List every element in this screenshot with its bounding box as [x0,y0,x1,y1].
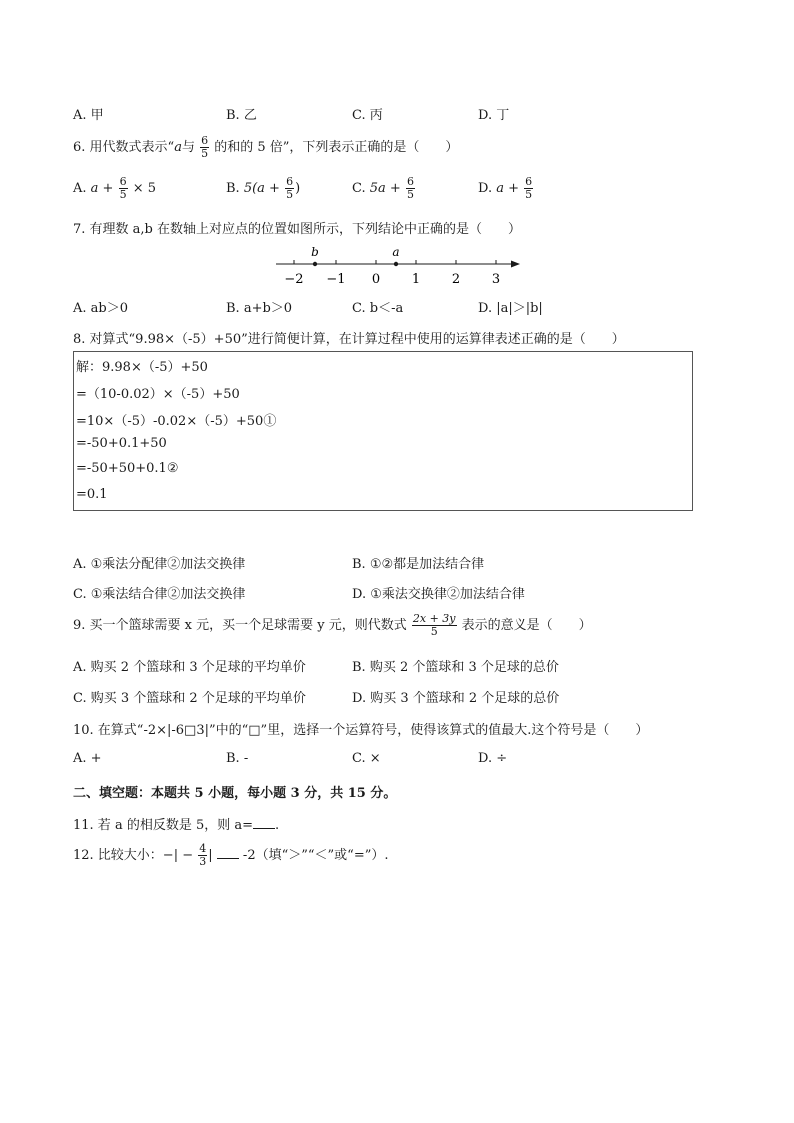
q7-stem: 7. 有理数 a,b 在数轴上对应点的位置如图所示，下列结论中正确的是（ ） [73,222,522,237]
solution-line: =0.1 [76,487,108,502]
solution-line: =10×（-5）-0.02×（-5）+50① [76,414,277,429]
q12-fraction: $\frac{4}{3}$ [199,842,207,868]
q8-stem: 8. 对算式“9.98×（-5）+50”进行简便计算，在计算过程中使用的运算律表述正确的是（ ） [73,332,625,347]
tick-label: 1 [411,272,421,287]
tick-label: −2 [284,272,304,287]
solution-line: =-50+0.1+50 [76,436,167,451]
q9-stem: 9. 买一个篮球需要 x 元，买一个足球需要 y 元，则代数式 $\frac{2x + 3y}{5}$ 表示的意义是（ ） [73,612,592,638]
q11-answer-blank [253,816,275,829]
q8-option-d: D. ①乘法交换律②加法结合律 [352,587,525,602]
q9-option-c: C. 购买 3 个篮球和 2 个足球的平均单价 [73,691,306,706]
q6-stem: 6. 用代数式表示“a与 $\frac{6}{5}$ 的和的 5 倍”，下列表示正确的是（ ） [73,134,459,160]
tick-label: 2 [451,272,461,287]
q5-option-c: C. 丙 [352,108,383,123]
point-a-dot [394,262,398,266]
point-b-dot [313,262,317,266]
q6-option-a: A. a + $\frac{6}{5}$ × 5 [73,175,157,201]
q10-option-b: B. - [226,751,249,766]
point-b-label: b [311,245,319,259]
q8-option-a: A. ①乘法分配律②加法交换律 [73,557,246,572]
point-a-label: a [392,245,400,259]
q7-option-c: C. b＜-a [352,301,404,316]
q9-fraction: $\frac{2x + 3y}{5}$ [412,612,456,638]
q8-option-b: B. ①②都是加法结合律 [352,557,485,572]
q11-stem: 11. 若 a 的相反数是 5，则 a= . [73,818,280,833]
q5-option-b: B. 乙 [226,108,257,123]
q5-option-d: D. 丁 [478,108,510,123]
q12-stem: 12. 比较大小：−| − $\frac{4}{3}$ | -2（填“＞”“＜”或“=”）. [73,842,389,868]
q5-option-a: A. 甲 [73,108,104,123]
q10-option-a: A. + [73,751,102,766]
q9-option-b: B. 购买 2 个篮球和 3 个足球的总价 [352,660,559,675]
q12-answer-blank [217,846,239,859]
q6-option-b: B. 5(a + $\frac{6}{5}$ ) [226,175,301,201]
q10-option-c: C. × [352,751,381,766]
tick-label: 0 [371,272,381,287]
section-2-heading: 二、填空题：本题共 5 小题，每小题 3 分，共 15 分。 [73,786,397,801]
q8-option-c: C. ①乘法结合律②加法交换律 [73,587,246,602]
solution-line: =（10-0.02）×（-5）+50 [76,387,240,402]
q6-option-d: D. a + $\frac{6}{5}$ [478,175,533,201]
q6-stem-fraction: $\frac{6}{5}$ [201,134,209,160]
tick-label: 3 [491,272,501,287]
q7-option-d: D. |a|＞|b| [478,301,543,316]
q6-option-c: C. 5a + $\frac{6}{5}$ [352,175,414,201]
q9-option-a: A. 购买 2 个篮球和 3 个足球的平均单价 [73,660,306,675]
q7-option-a: A. ab＞0 [73,301,128,316]
q9-option-d: D. 购买 3 个篮球和 2 个足球的总价 [352,691,560,706]
solution-line: =-50+50+0.1② [76,461,179,476]
q10-stem: 10. 在算式“-2×|-6□3|”中的“□”里，选择一个运算符号，使得该算式的值最大.这个符号是（ ） [73,723,649,738]
q7-number-line [270,242,530,290]
solution-line: 解：9.98×（-5）+50 [76,360,208,375]
tick-label: −1 [326,272,346,287]
q7-option-b: B. a+b＞0 [226,301,293,316]
q10-option-d: D. ÷ [478,751,508,766]
q8-solution-box [73,351,693,511]
